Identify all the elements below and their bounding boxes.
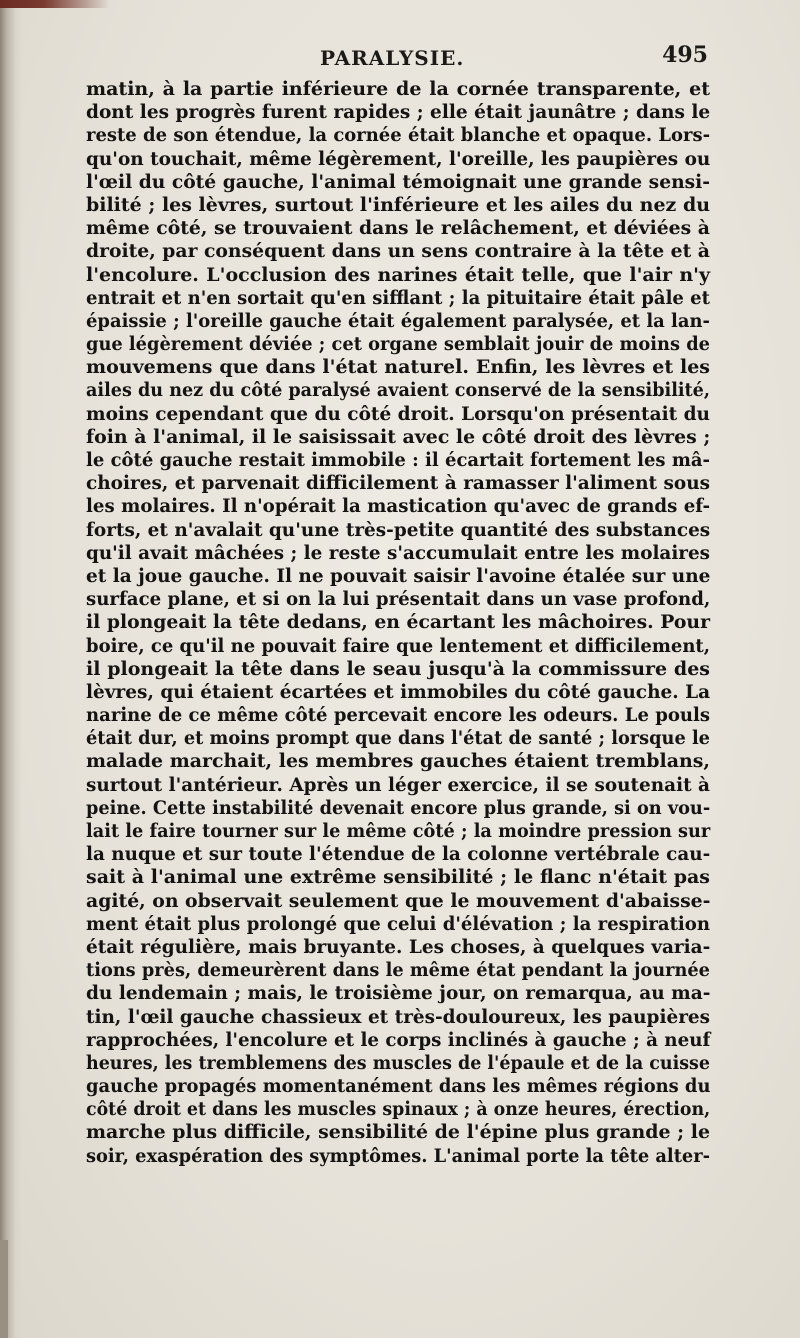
- text-line: même côté, se trouvaient dans le relâchement, et déviées à: [86, 217, 710, 240]
- text-line: boire, ce qu'il ne pouvait faire que lentement et difficilement,: [86, 634, 711, 657]
- text-line: était dur, et moins prompt que dans l'état de santé ; lorsque le: [86, 727, 710, 750]
- body-text: [86, 78, 710, 1168]
- text-line: rapprochées, l'encolure et le corps inclinés à gauche ; à neuf: [86, 1028, 711, 1051]
- page-number: 495: [662, 42, 708, 68]
- running-title: PARALYSIE.: [320, 46, 465, 70]
- text-line: il plongeait la tête dedans, en écartant les mâchoires. Pour: [86, 611, 710, 634]
- text-line: épaissie ; l'oreille gauche était également paralysée, et la lan-: [86, 309, 710, 332]
- text-line: marche plus difficile, sensibilité de l'épine plus grande ; le: [86, 1121, 710, 1144]
- text-line: entrait et n'en sortait qu'en sifflant ; la pituitaire était pâle et: [86, 286, 710, 309]
- binding-edge-lower: [0, 1240, 8, 1338]
- text-line: matin, à la partie inférieure de la cornée transparente, et: [86, 78, 710, 100]
- text-line: choires, et parvenait difficilement à ramasser l'aliment sous: [86, 472, 711, 495]
- text-line: tin, l'œil gauche chassieux et très-douloureux, les paupières: [86, 1005, 711, 1028]
- text-line: reste de son étendue, la cornée était blanche et opaque. Lors-: [86, 124, 711, 147]
- text-line: était régulière, mais bruyante. Les choses, à quelques varia-: [86, 935, 711, 958]
- text-line: le côté gauche restait immobile : il écartait fortement les mâ-: [86, 449, 711, 471]
- text-line: ment était plus prolongé que celui d'élévation ; la respiration: [86, 912, 710, 935]
- page-header: [80, 40, 710, 80]
- text-line: dont les progrès furent rapides ; elle était jaunâtre ; dans le: [86, 101, 711, 124]
- text-line: soir, exaspération des symptômes. L'animal porte la tête alter-: [86, 1144, 711, 1167]
- text-line: bilité ; les lèvres, surtout l'inférieure et les ailes du nez du: [86, 193, 710, 216]
- text-line: gue légèrement déviée ; cet organe semblait jouir de moins de: [86, 333, 710, 356]
- book-spine-shadow: [0, 0, 22, 1338]
- text-line: l'œil du côté gauche, l'animal témoignait une grande sensi-: [86, 170, 711, 193]
- text-line: il plongeait la tête dans le seau jusqu'à la commissure des: [86, 657, 710, 680]
- text-line: narine de ce même côté percevait encore les odeurs. Le pouls: [86, 704, 711, 727]
- text-line: gauche propagés momentanément dans les mêmes régions du: [86, 1075, 711, 1098]
- text-line: les molaires. Il n'opérait la mastication qu'avec de grands ef-: [86, 495, 711, 518]
- text-line: malade marchait, les membres gauches étaient tremblans,: [86, 750, 710, 773]
- text-line: du lendemain ; mais, le troisième jour, on remarqua, au ma-: [86, 982, 711, 1005]
- text-line: surtout l'antérieur. Après un léger exercice, il se soutenait à: [86, 773, 710, 796]
- text-line: ailes du nez du côté paralysé avaient conservé de la sensibilité,: [86, 379, 711, 402]
- text-line: qu'on touchait, même légèrement, l'oreille, les paupières ou: [86, 147, 711, 170]
- text-line: l'encolure. L'occlusion des narines était telle, que l'air n'y: [86, 263, 710, 286]
- text-line: droite, par conséquent dans un sens contraire à la tête et à: [86, 240, 710, 263]
- text-line: moins cependant que du côté droit. Lorsqu'on présentait du: [86, 402, 711, 425]
- text-line: et la joue gauche. Il ne pouvait saisir l'avoine étalée sur une: [86, 564, 711, 587]
- text-line: tions près, demeurèrent dans le même état pendant la journée: [86, 959, 710, 982]
- text-line: qu'il avait mâchées ; le reste s'accumulait entre les molaires: [86, 541, 710, 564]
- text-line: surface plane, et si on la lui présentait dans un vase profond,: [86, 588, 711, 611]
- text-line: côté droit et dans les muscles spinaux ; à onze heures, érection,: [86, 1098, 711, 1121]
- binding-edge-mark: [0, 0, 110, 8]
- text-line: lait le faire tourner sur le même côté ; la moindre pression sur: [86, 820, 711, 842]
- text-line: heures, les tremblemens des muscles de l'épaule et de la cuisse: [86, 1051, 711, 1074]
- text-line: forts, et n'avalait qu'une très-petite quantité des substances: [86, 518, 711, 541]
- text-line: mouvemens que dans l'état naturel. Enfin, les lèvres et les: [86, 356, 710, 379]
- text-line: foin à l'animal, il le saisissait avec le côté droit des lèvres ;: [86, 425, 711, 448]
- text-line: sait à l'animal une extrême sensibilité ; le flanc n'était pas: [86, 866, 710, 889]
- text-line: agité, on observait seulement que le mouvement d'abaisse-: [86, 889, 711, 912]
- text-line: lèvres, qui étaient écartées et immobiles du côté gauche. La: [86, 680, 711, 703]
- text-line: peine. Cette instabilité devenait encore plus grande, si on vou-: [86, 796, 711, 819]
- text-line: la nuque et sur toute l'étendue de la colonne vertébrale cau-: [86, 843, 711, 866]
